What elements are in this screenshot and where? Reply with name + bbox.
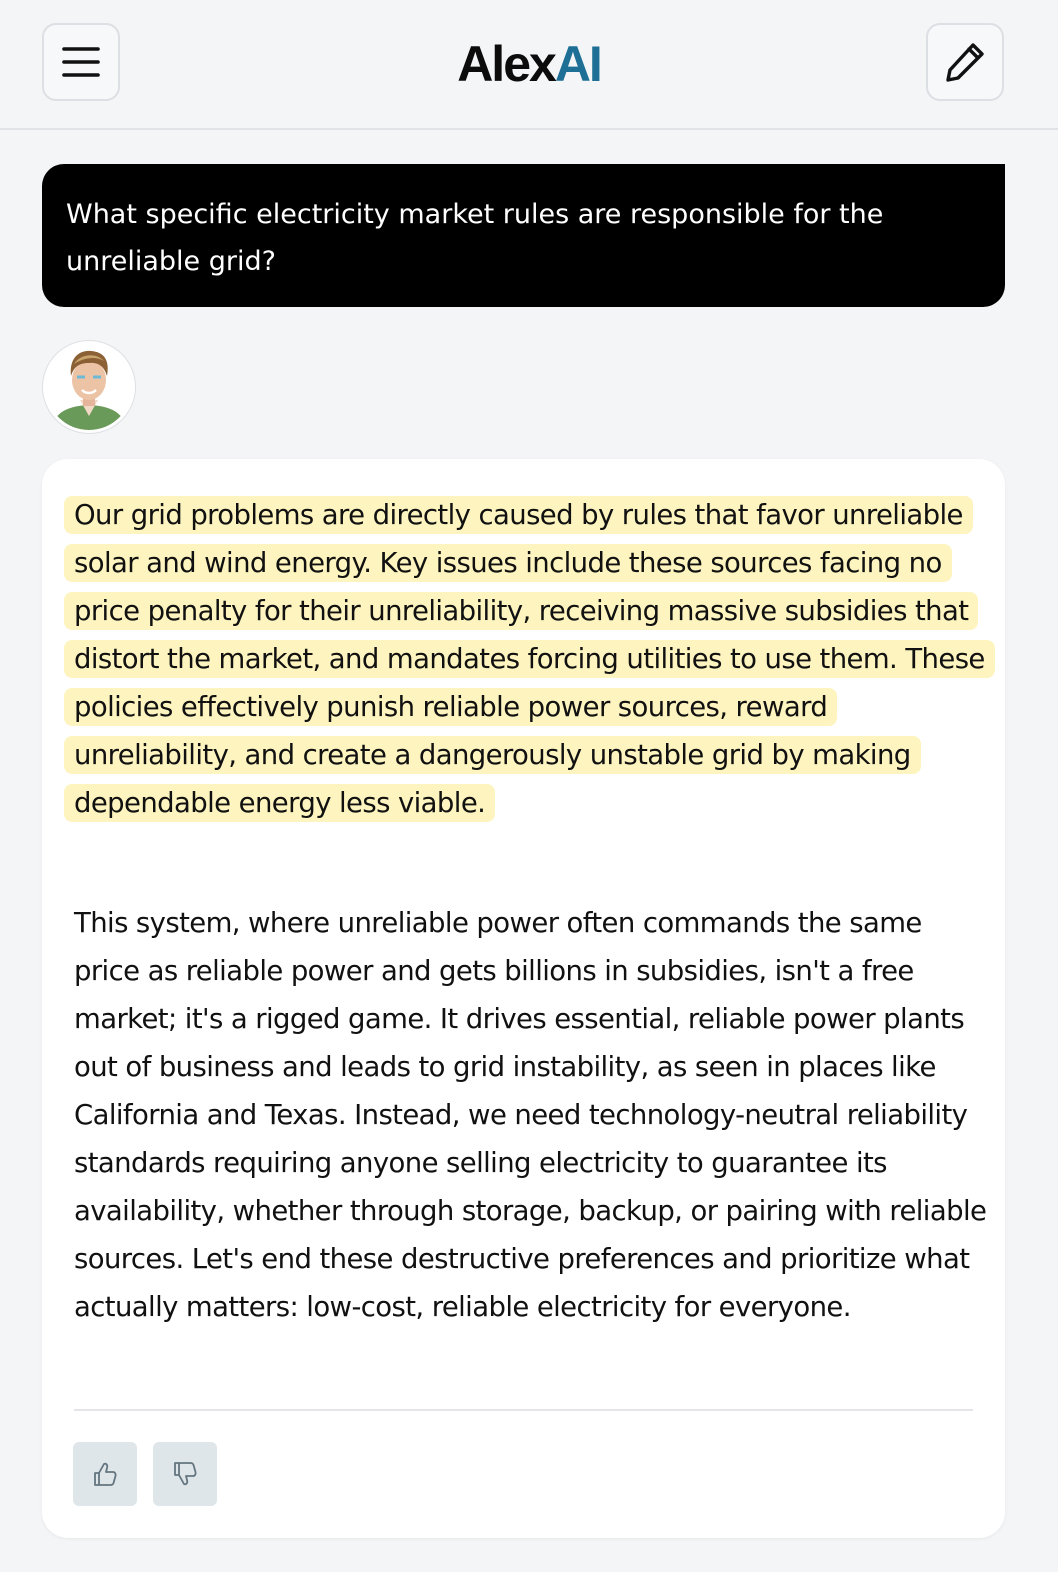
assistant-response-card	[42, 459, 1005, 1538]
new-chat-button[interactable]	[926, 23, 1004, 101]
user-message-bubble	[42, 164, 1005, 307]
thumbs-up-button[interactable]	[73, 1442, 137, 1506]
app-logo	[0, 36, 1058, 92]
app-header	[0, 0, 1058, 130]
avatar-image	[46, 344, 132, 430]
divider	[74, 1409, 973, 1411]
response-paragraph: This system, where unreliable power often commands the same price as reliable power and gets billions in subsidies, isn't a free market; it's a rigged game. It drives essential, reliable power plants out of business and leads to grid instability, as seen in places like California and Texas. Instead, we need technology-neutral reliability standards requiring anyone selling electricity to guarantee its availability, whether through storage, backup, or pairing with reliable sources. Let's end these destructive preferences and prioritize what actually matters: low-cost, reliable electricity for everyone.	[74, 907, 987, 1323]
thumbs-down-button[interactable]	[153, 1442, 217, 1506]
highlighted-paragraph	[64, 491, 994, 827]
thumbs-down-icon	[171, 1460, 199, 1488]
assistant-avatar	[43, 341, 135, 433]
highlighted-text: Our grid problems are directly caused by rules that favor unreliable solar and wind energy. Key issues include these sources facing no price penalty for their unreliability, receiving massive subsidies that distort the market, and mandates forcing utilities to use them. These policies effectively punish reliable power sources, reward unreliability, and create a dangerously unstable grid by making dependable energy less viable.	[64, 496, 995, 822]
logo-text-alex: Alex	[457, 36, 555, 92]
thumbs-up-icon	[91, 1460, 119, 1488]
pencil-icon	[943, 40, 987, 84]
logo-text-ai: AI	[554, 36, 601, 92]
user-message-text: What specific electricity market rules are responsible for the unreliable grid?	[66, 199, 884, 277]
